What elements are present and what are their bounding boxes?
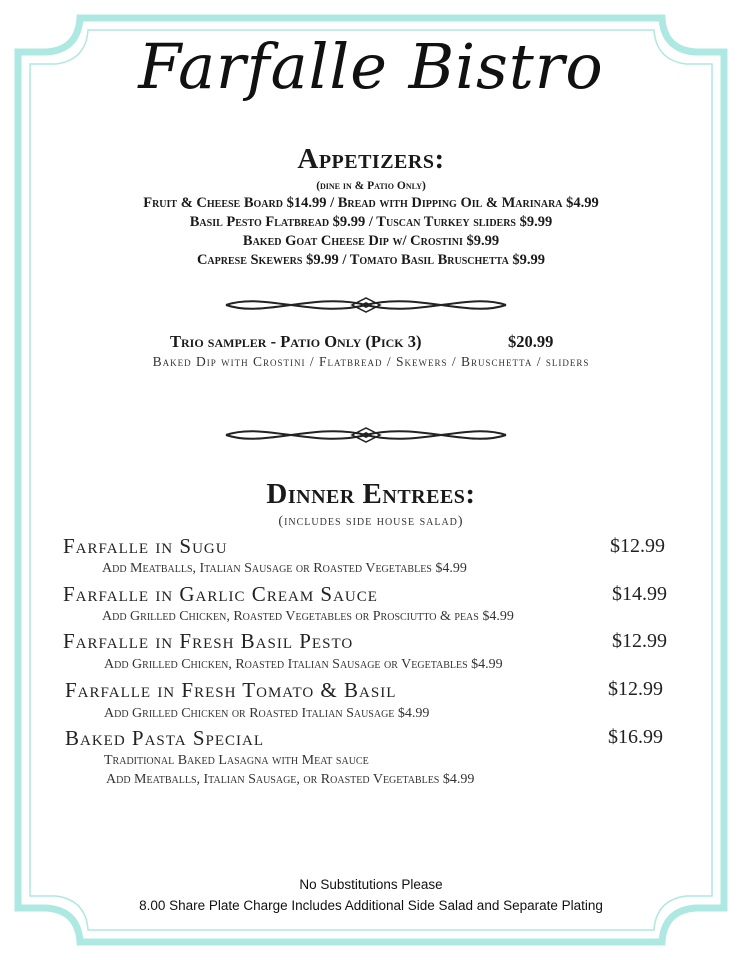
entree-addon: Add Meatballs, Italian Sausage or Roasted Vegetables $4.99	[102, 561, 467, 576]
trio-sampler-label: Trio sampler - Patio Only (Pick 3)	[170, 332, 422, 351]
entree-price: $14.99	[612, 583, 667, 605]
entree-price: $16.99	[608, 726, 663, 748]
trio-sampler-price: $20.99	[508, 332, 554, 351]
entree-addon: Traditional Baked Lasagna with Meat sauce	[104, 753, 369, 768]
appetizer-line: Caprese Skewers $9.99 / Tomato Basil Bruschetta $9.99	[196, 252, 546, 268]
appetizer-line: Basil Pesto Flatbread $9.99 / Tuscan Turkey sliders $9.99	[189, 214, 553, 230]
entree-addon: Add Grilled Chicken, Roasted Vegetables or Prosciutto & peas $4.99	[102, 609, 514, 624]
entree-price: $12.99	[612, 630, 667, 652]
entree-name: Farfalle in Sugu	[63, 534, 228, 558]
entree-name: Farfalle in Fresh Basil Pesto	[63, 629, 354, 653]
entree-name: Farfalle in Garlic Cream Sauce	[63, 582, 378, 606]
entree-addon: Add Meatballs, Italian Sausage, or Roasted Vegetables $4.99	[106, 772, 475, 787]
entree-name: Baked Pasta Special	[65, 726, 264, 750]
trio-sampler-items: Baked Dip with Crostini / Flatbread / Skewers / Bruschetta / sliders	[152, 354, 590, 369]
footer-share-plate-charge: 8.00 Share Plate Charge Includes Additional Side Salad and Separate Plating	[139, 898, 603, 913]
entrees-note: (includes side house salad)	[278, 514, 464, 529]
appetizers-heading: Appetizers:	[297, 143, 445, 175]
ornament-divider	[224, 294, 508, 316]
footer-no-substitutions: No Substitutions Please	[299, 877, 443, 892]
entree-addon: Add Grilled Chicken, Roasted Italian Sausage or Vegetables $4.99	[104, 657, 503, 672]
appetizer-line: Baked Goat Cheese Dip w/ Crostini $9.99	[242, 233, 500, 249]
entree-name: Farfalle in Fresh Tomato & Basil	[65, 678, 397, 702]
appetizer-line: Fruit & Cheese Board $14.99 / Bread with Dipping Oil & Marinara $4.99	[143, 195, 599, 211]
entree-price: $12.99	[608, 678, 663, 700]
ornament-divider	[224, 424, 508, 446]
restaurant-title: Farfalle Bistro	[138, 30, 604, 103]
entree-price: $12.99	[610, 535, 665, 557]
entrees-heading: Dinner Entrees:	[266, 478, 476, 510]
appetizers-note: (dine in & Patio Only)	[316, 180, 426, 192]
entree-addon: Add Grilled Chicken or Roasted Italian Sausage $4.99	[104, 706, 430, 721]
